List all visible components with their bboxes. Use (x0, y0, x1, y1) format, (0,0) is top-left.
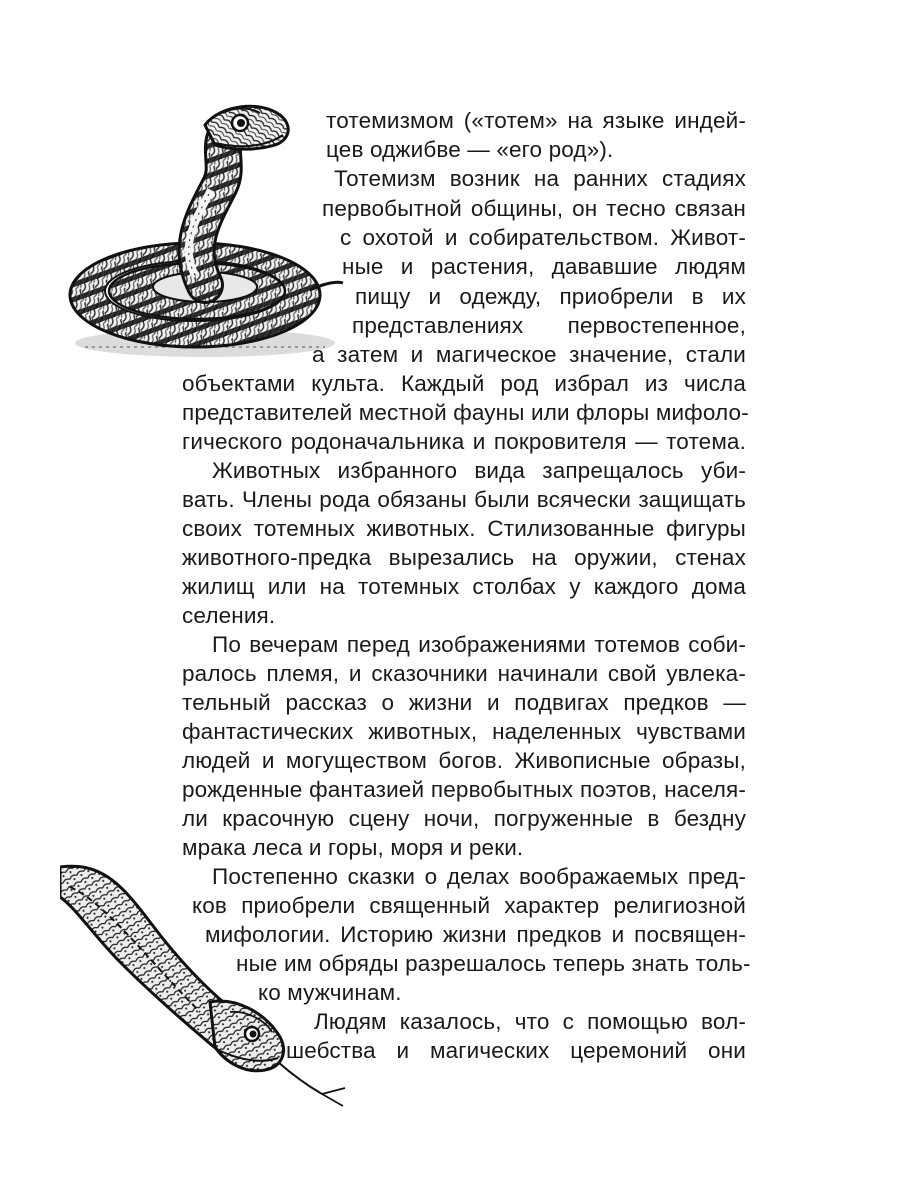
text-line: ли красочную сцену ночи, погруженные в бездну (182, 806, 746, 831)
text-line: первобытной общины, он тесно связан (322, 196, 746, 221)
text-line: селения. (182, 603, 276, 628)
text-line: вать. Члены рода обязаны были всячески защищать (182, 487, 746, 512)
text-line: жилищ или на тотемных столбах у каждого дома (182, 574, 746, 599)
text-line: шебства и магических церемоний они (286, 1038, 746, 1063)
text-line: представителей местной фауны или флоры мифоло- (182, 400, 749, 425)
text-line: тельный рассказ о жизни и подвигах предков — (182, 690, 746, 715)
text-line: объектами культа. Каждый род избрал из числа (182, 371, 746, 396)
text-line: мифологии. Историю жизни предков и посвящен- (205, 922, 746, 947)
text-line: животного-предка вырезались на оружии, стенах (182, 545, 746, 570)
text-line: пищу и одежду, приобрели в их (355, 284, 746, 309)
text-line: цев оджибве — «его род»). (326, 137, 614, 162)
text-line: Тотемизм возник на ранних стадиях (334, 166, 746, 191)
text-line: а затем и магическое значение, стали (312, 342, 746, 367)
text-line: представлениях первостепенное, (352, 313, 746, 338)
text-line: Постепенно сказки о делах воображаемых пред- (212, 864, 746, 889)
text-line: По вечерам перед изображениями тотемов соби- (212, 632, 746, 657)
text-line: Животных избранного вида запрещалось уби- (212, 458, 746, 483)
text-line: тотемизмом («тотем» на языке индей- (326, 108, 746, 133)
text-line: гического родоначальника и покровителя — тотема. (182, 429, 746, 454)
text-line: ков приобрели священный характер религиозной (192, 893, 746, 918)
text-line: ко мужчинам. (258, 980, 402, 1005)
text-line: фантастических животных, наделенных чувствами (182, 719, 746, 744)
text-line: с охотой и собирательством. Живот- (340, 225, 746, 250)
text-line: людей и могуществом богов. Живописные образы, (182, 748, 746, 773)
text-line: рожденные фантазией первобытных поэтов, населя- (182, 777, 746, 802)
text-line: своих тотемных животных. Стилизованные фигуры (182, 516, 746, 541)
text-line: ные и растения, дававшие людям (342, 254, 746, 279)
text-line: ралось племя, и сказочники начинали свой увлека- (182, 661, 746, 686)
text-line: Людям казалось, что с помощью вол- (314, 1009, 746, 1034)
text-line: ные им обряды разрешалось теперь знать толь- (236, 951, 751, 976)
text-line: мрака леса и горы, моря и реки. (182, 835, 524, 860)
coiled-snake-illustration (55, 95, 345, 365)
